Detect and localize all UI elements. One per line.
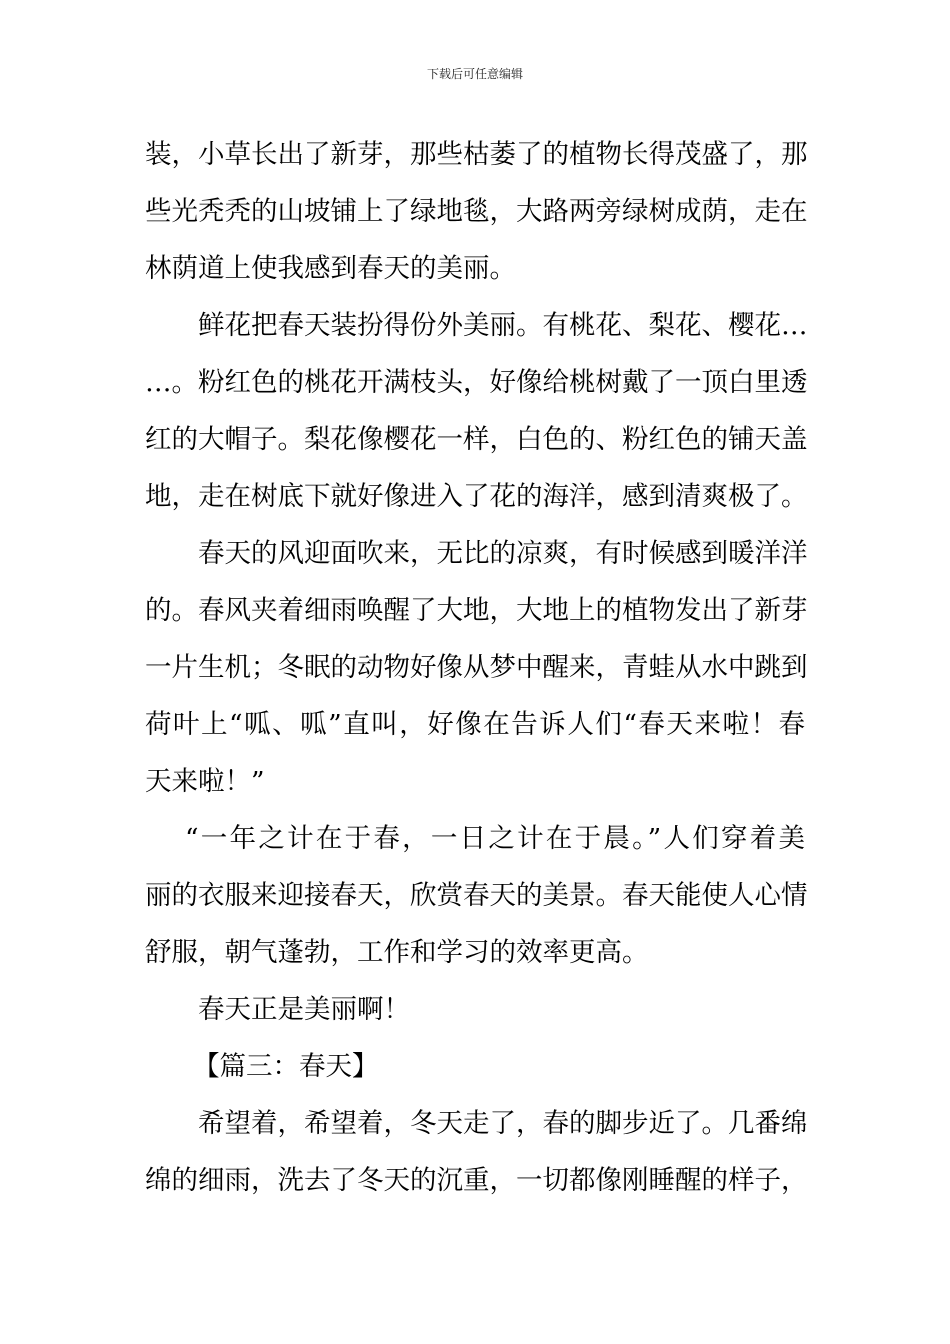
text-line: 装，小草长出了新芽，那些枯萎了的植物长得茂盛了，那 [145,139,808,170]
paragraph-start-line: 春天正是美丽啊！ [198,994,410,1025]
text-line: 地，走在树底下就好像进入了花的海洋，感到清爽极了。 [145,481,808,512]
paragraph-start-line: “一年之计在于春，一日之计在于晨。”人们穿着美 [185,823,805,854]
text-line: 绵的细雨，洗去了冬天的沉重，一切都像刚睡醒的样子， [145,1165,808,1196]
text-line: …。粉红色的桃花开满枝头，好像给桃树戴了一顶白里透 [145,367,808,398]
text-line: 的。春风夹着细雨唤醒了大地，大地上的植物发出了新芽 [145,595,808,626]
text-line: 林荫道上使我感到春天的美丽。 [145,253,516,284]
text-line: 红的大帽子。梨花像樱花一样，白色的、粉红色的铺天盖 [145,424,808,455]
document-body [145,126,808,1209]
paragraph-start-line: 希望着，希望着，冬天走了，春的脚步近了。几番绵 [198,1108,808,1139]
page-header: 下载后可任意编辑 [426,67,523,81]
text-line: 丽的衣服来迎接春天，欣赏春天的美景。春天能使人心情 [145,880,808,911]
text-line: 天来啦！” [145,766,265,797]
paragraph-start-line: 鲜花把春天装扮得份外美丽。有桃花、梨花、樱花… [198,310,808,341]
paragraph-start-line: 春天的风迎面吹来，无比的凉爽，有时候感到暖洋洋 [198,538,808,569]
text-line: 荷叶上“呱、呱”直叫，好像在告诉人们“春天来啦！春 [145,709,805,740]
text-line: 舒服，朝气蓬勃，工作和学习的效率更高。 [145,937,649,968]
text-line: 些光秃秃的山坡铺上了绿地毯，大路两旁绿树成荫，走在 [145,196,808,227]
section-heading: 【篇三：春天】 [193,1051,379,1082]
text-line: 一片生机；冬眠的动物好像从梦中醒来，青蛙从水中跳到 [145,652,808,683]
